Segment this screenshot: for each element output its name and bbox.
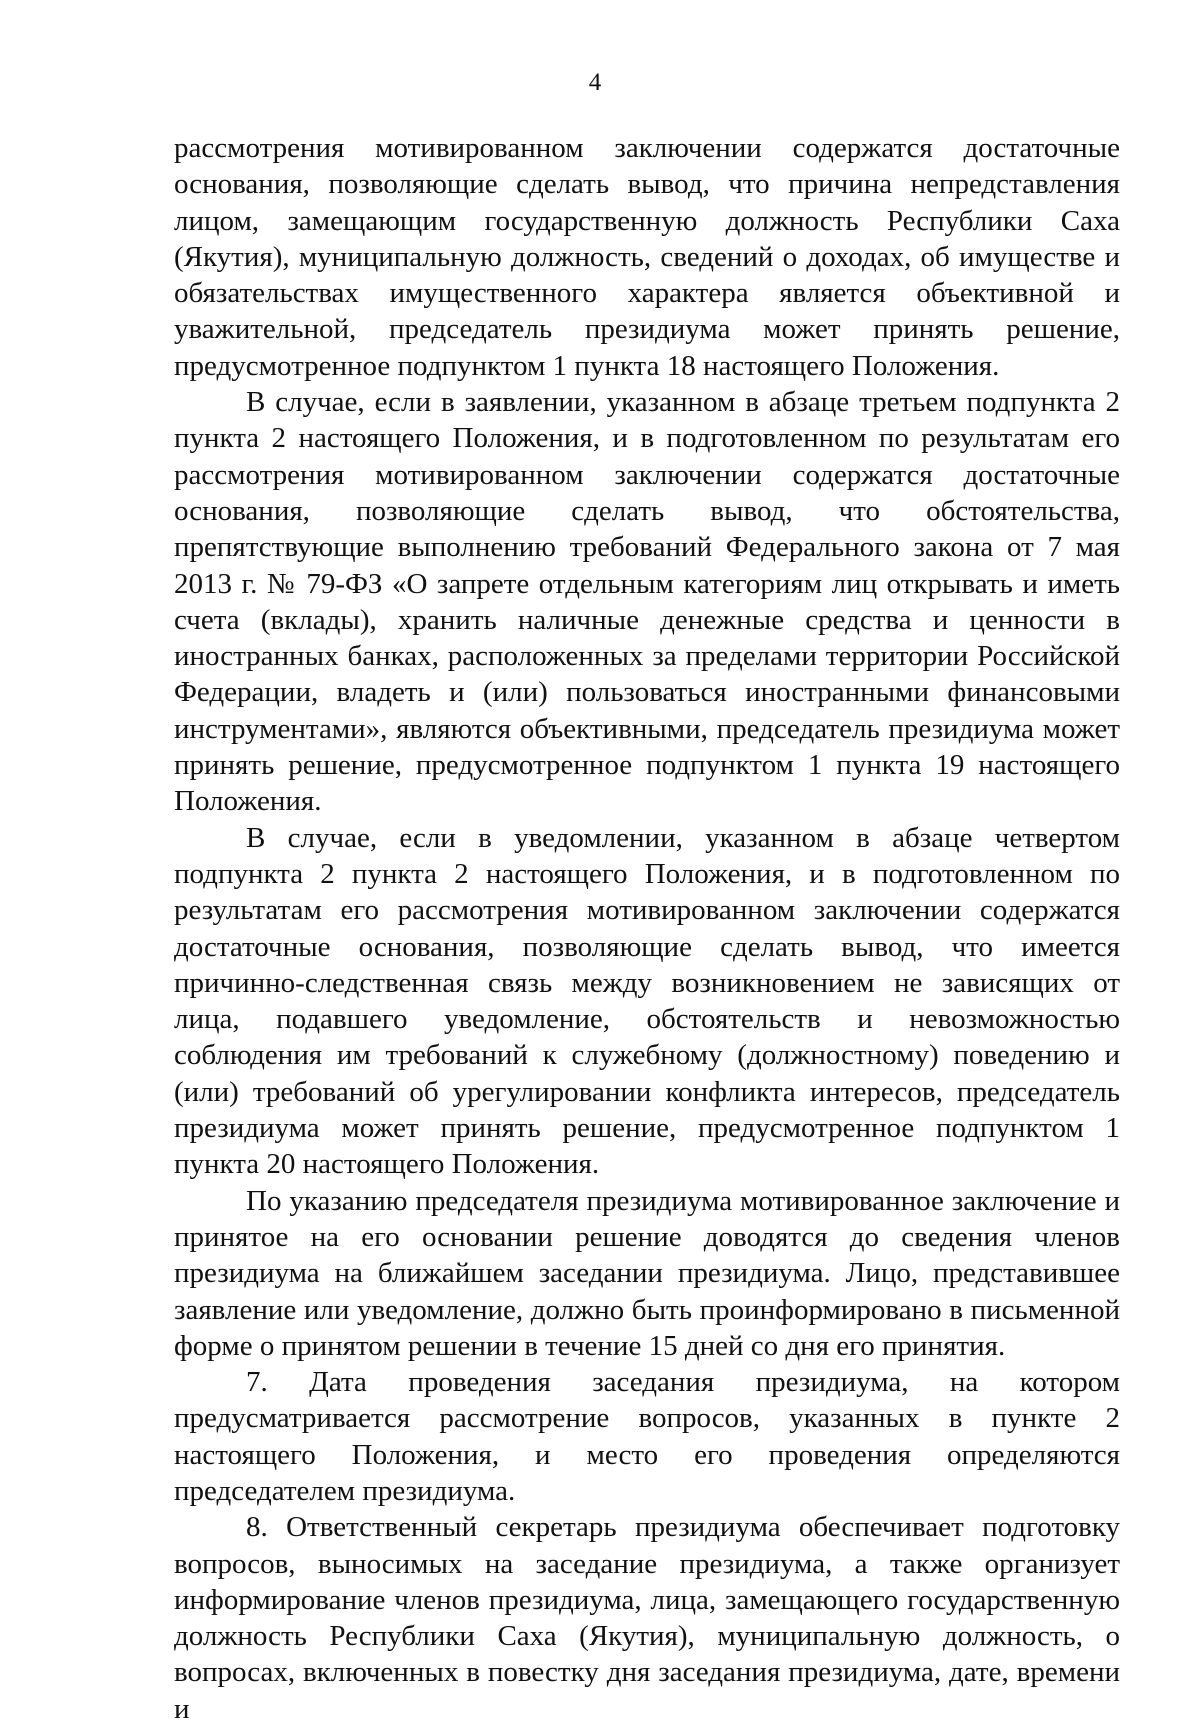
paragraph-item-7: 7. Дата проведения заседания президиума, на котором предусматривается рассмотрение вопросов, указанных в пункте 2 настоящего Положения, и место его проведения определяются председателем президиума.: [174, 1366, 1120, 1507]
paragraph-chairman-instruction: По указанию председателя президиума мотивированное заключение и принятое на его основании решение доводятся до сведения членов президиума на ближайшем заседании президиума. Лицо, представившее заявление или уведомление, должно быть проинформировано в письменной форме о принятом решении в течение 15 дней со дня его принятия.: [174, 1184, 1120, 1362]
paragraph-notification-case: В случае, если в уведомлении, указанном в абзаце четвертом подпункта 2 пункта 2 настоящего Положения, и в подготовленном по результатам его рассмотрения мотивированном заключении содержатся достаточные основания, позволяющие сделать вывод, что имеется причинно-следственная связь между возникновением не зависящих от лица, подавшего уведомление, обстоятельств и невозможностью соблюдения им требований к служебному (должностному) поведению и (или) требований об урегулировании конфликта интересов, председатель президиума может принять решение, предусмотренное подпунктом 1 пункта 20 настоящего Положения.: [174, 821, 1120, 1181]
paragraph-item-8: 8. Ответственный секретарь президиума обеспечивает подготовку вопросов, выносимых на заседание президиума, а также организует информирование членов президиума, лица, замещающего государственную должность Республики Саха (Якутия), муниципальную должность, о вопросах, включенных в повестку дня заседания президиума, дате, времени и: [174, 1511, 1120, 1725]
paragraph-continuation: рассмотрения мотивированном заключении содержатся достаточные основания, позволяющие сделать вывод, что причина непредставления лицом, замещающим государственную должность Республики Саха (Якутия), муниципальную должность, сведений о доходах, об имуществе и обязательствах имущественного характера является объективной и уважительной, председатель президиума может принять решение, предусмотренное подпунктом 1 пункта 18 настоящего Положения.: [174, 132, 1120, 382]
paragraph-application-case: В случае, если в заявлении, указанном в абзаце третьем подпункта 2 пункта 2 настоящего Положения, и в подготовленном по результатам его рассмотрения мотивированном заключении содержатся достаточные основания, позволяющие сделать вывод, что обстоятельства, препятствующие выполнению требований Федерального закона от 7 мая 2013 г. № 79-ФЗ «О запрете отдельным категориям лиц открывать и иметь счета (вклады), хранить наличные денежные средства и ценности в иностранных банках, расположенных за пределами территории Российской Федерации, владеть и (или) пользоваться иностранными финансовыми инструментами», являются объективными, председатель президиума может принять решение, предусмотренное подпунктом 1 пункта 19 настоящего Положения.: [174, 386, 1120, 818]
document-body: [174, 130, 1120, 1727]
page-number: 4: [588, 69, 602, 96]
